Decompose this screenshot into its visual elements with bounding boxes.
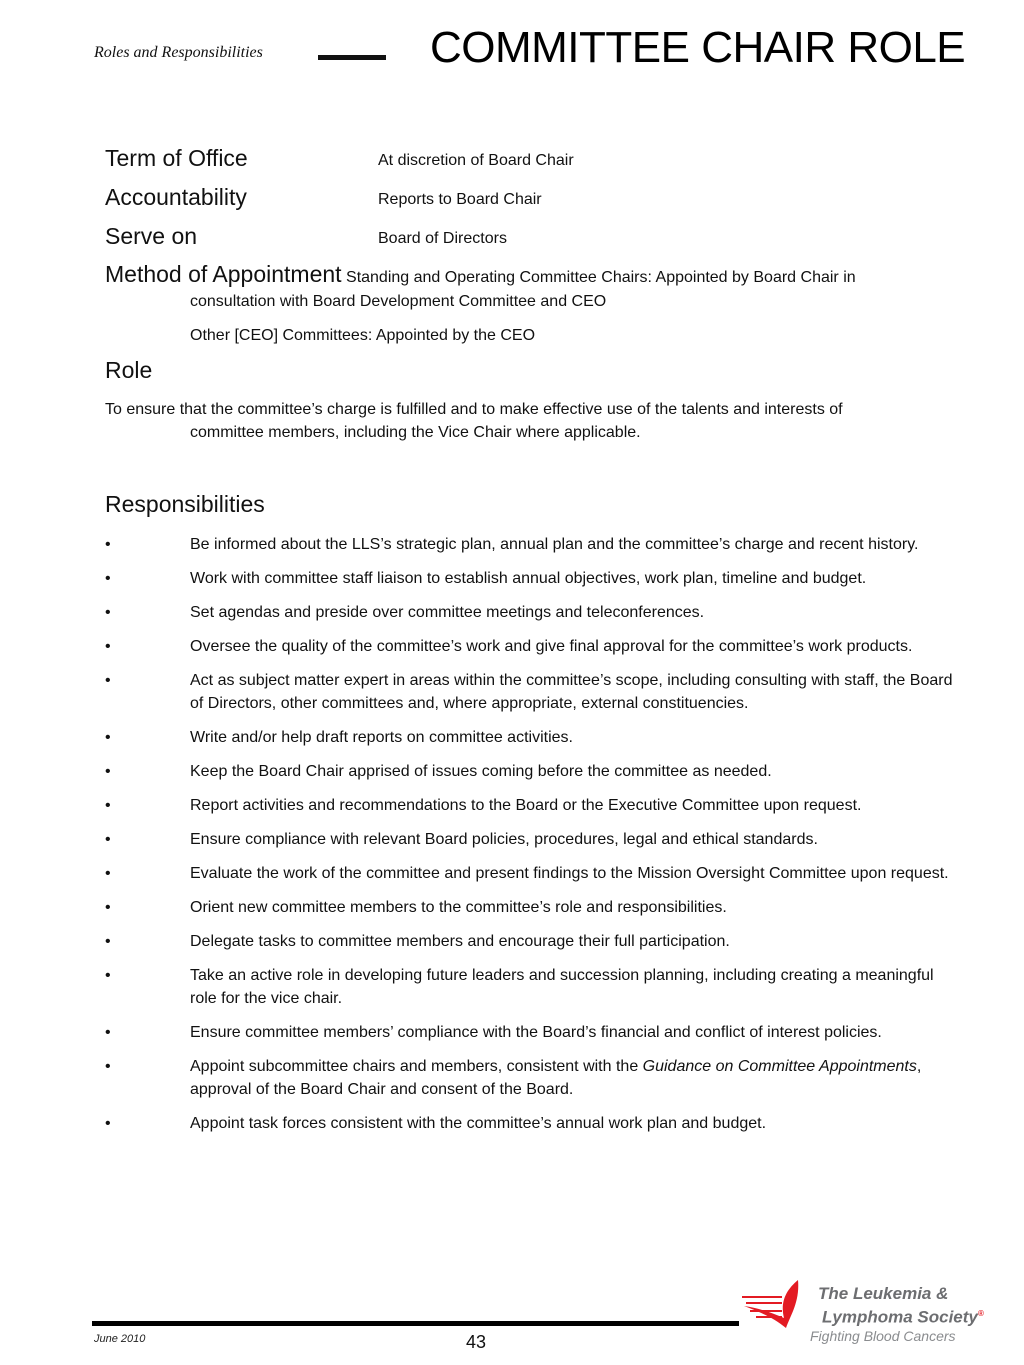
list-item xyxy=(105,1021,960,1044)
list-item xyxy=(105,726,960,749)
list-item-text: Keep the Board Chair apprised of issues coming before the committee as needed. xyxy=(190,763,772,780)
bullet: • xyxy=(105,797,111,814)
list-item-text xyxy=(190,1058,921,1098)
list-item xyxy=(105,533,960,556)
list-item-text: Work with committee staff liaison to establish annual objectives, work plan, timeline and budget. xyxy=(190,570,867,587)
page-title: COMMITTEE CHAIR ROLE xyxy=(430,23,966,72)
role-heading: Role xyxy=(105,357,153,383)
list-item xyxy=(105,828,960,851)
accountability-label: Accountability xyxy=(105,184,247,210)
accountability-value: Reports to Board Chair xyxy=(378,191,542,208)
list-item-text: Write and/or help draft reports on committee activities. xyxy=(190,729,573,746)
term-of-office-row xyxy=(105,145,574,172)
method-of-appointment-value-cont: consultation with Board Development Committee and CEO xyxy=(190,293,607,310)
bullet: • xyxy=(105,967,111,984)
list-item xyxy=(105,601,960,624)
logo-wordmark xyxy=(818,1284,984,1328)
role-description-line2: committee members, including the Vice Chair where applicable. xyxy=(190,424,641,441)
serve-on-row xyxy=(105,223,507,250)
bullet: • xyxy=(105,638,111,655)
logo-tagline: Fighting Blood Cancers xyxy=(810,1328,956,1344)
list-item-text: Ensure committee members’ compliance with the Board’s financial and conflict of interest policies. xyxy=(190,1024,882,1041)
method-of-appointment-value: Standing and Operating Committee Chairs: Appointed by Board Chair in xyxy=(346,269,856,286)
bullet: • xyxy=(105,729,111,746)
list-item-text: Take an active role in developing future leaders and succession planning, including creating a meaningful role for the vice chair. xyxy=(190,967,934,1007)
responsibilities-heading: Responsibilities xyxy=(105,491,265,517)
bullet: • xyxy=(105,831,111,848)
bullet: • xyxy=(105,570,111,587)
header-divider xyxy=(318,55,386,60)
footer-date: June 2010 xyxy=(94,1333,146,1345)
role-description xyxy=(105,398,955,444)
list-item xyxy=(105,964,960,1010)
list-item-text-pre: Appoint subcommittee chairs and members, consistent with the xyxy=(190,1058,643,1075)
lls-logo xyxy=(740,1278,1010,1348)
list-item-text: Report activities and recommendations to the Board or the Executive Committee upon request. xyxy=(190,797,862,814)
accountability-row xyxy=(105,184,542,211)
logo-line1: The Leukemia & xyxy=(818,1284,949,1303)
list-item xyxy=(105,896,960,919)
list-item xyxy=(105,669,960,715)
list-item-text-post: , approval of the Board Chair and consent of the Board. xyxy=(190,1058,922,1098)
footer-divider xyxy=(92,1321,739,1326)
flame-stripe xyxy=(756,1316,782,1318)
header-section-label: Roles and Responsibilities xyxy=(94,44,263,61)
bullet: • xyxy=(105,672,111,689)
list-item-text: Oversee the quality of the committee’s work and give final approval for the committee’s work products. xyxy=(190,638,913,655)
list-item-text: Evaluate the work of the committee and present findings to the Mission Oversight Committee upon request. xyxy=(190,865,949,882)
list-item-text: Orient new committee members to the committee’s role and responsibilities. xyxy=(190,899,727,916)
flame-stripe xyxy=(742,1296,782,1298)
bullet: • xyxy=(105,899,111,916)
bullet: • xyxy=(105,1115,111,1132)
method-other-committees: Other [CEO] Committees: Appointed by the CEO xyxy=(190,327,536,344)
bullet: • xyxy=(105,604,111,621)
guidance-document-title: Guidance on Committee Appointments xyxy=(642,1058,917,1075)
bullet: • xyxy=(105,865,111,882)
flame-stripe xyxy=(750,1310,782,1312)
list-item-text: Appoint task forces consistent with the committee’s annual work plan and budget. xyxy=(190,1115,767,1132)
list-item xyxy=(105,635,960,658)
list-item xyxy=(105,1055,960,1101)
list-item xyxy=(105,760,960,783)
list-item xyxy=(105,930,960,953)
bullet: • xyxy=(105,1024,111,1041)
bullet: • xyxy=(105,933,111,950)
serve-on-label: Serve on xyxy=(105,223,198,249)
lls-flame-icon xyxy=(740,1278,816,1330)
responsibilities-list xyxy=(105,533,960,1146)
flame-stripe xyxy=(746,1302,782,1304)
role-description-line1: To ensure that the committee’s charge is fulfilled and to make effective use of the talents and interests of xyxy=(105,401,843,418)
list-item-text: Be informed about the LLS’s strategic plan, annual plan and the committee’s charge and recent history. xyxy=(190,536,919,553)
logo-line2-text: Lymphoma Society xyxy=(822,1307,978,1327)
page-number: 43 xyxy=(466,1332,487,1352)
method-of-appointment-label: Method of Appointment xyxy=(105,261,342,287)
list-item-text: Set agendas and preside over committee meetings and teleconferences. xyxy=(190,604,705,621)
term-of-office-label: Term of Office xyxy=(105,145,248,171)
list-item-text: Ensure compliance with relevant Board policies, procedures, legal and ethical standards. xyxy=(190,831,818,848)
list-item xyxy=(105,794,960,817)
list-item-text: Delegate tasks to committee members and encourage their full participation. xyxy=(190,933,730,950)
registered-mark: ® xyxy=(977,1309,984,1318)
list-item-text: Act as subject matter expert in areas within the committee’s scope, including consulting with staff, the Board of Directors, other committees and, where appropriate, external constituencies. xyxy=(190,672,953,712)
list-item xyxy=(105,567,960,590)
bullet: • xyxy=(105,1058,111,1075)
list-item xyxy=(105,862,960,885)
term-of-office-value: At discretion of Board Chair xyxy=(378,152,574,169)
bullet: • xyxy=(105,763,111,780)
bullet: • xyxy=(105,536,111,553)
method-of-appointment xyxy=(105,262,955,348)
list-item xyxy=(105,1112,960,1135)
logo-line2 xyxy=(818,1304,984,1328)
serve-on-value: Board of Directors xyxy=(378,230,507,247)
